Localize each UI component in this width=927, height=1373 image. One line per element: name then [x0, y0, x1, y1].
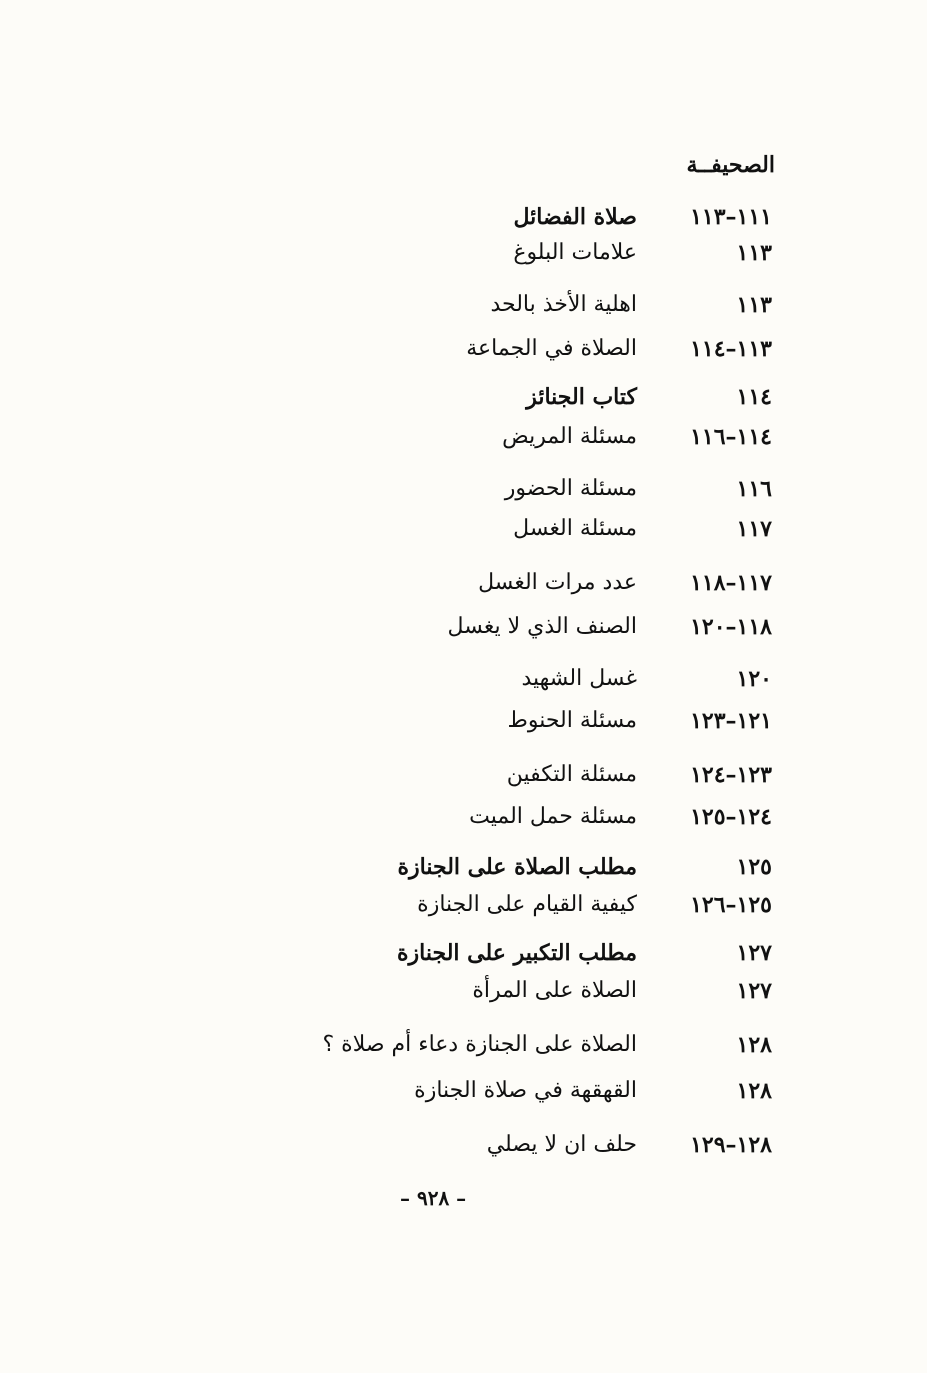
toc-entry-title: مسئلة حمل الميت [469, 804, 637, 829]
toc-entry-title: الصلاة في الجماعة [466, 336, 637, 361]
toc-entry-title: صلاة الفضائل [513, 204, 637, 230]
toc-entry-pages: ١٢٣–١٢٤ [690, 762, 772, 788]
toc-entry-title: كيفية القيام على الجنازة [417, 892, 637, 917]
toc-entry-title: مطلب التكبير على الجنازة [397, 940, 637, 966]
toc-entry-title: مسئلة التكفين [506, 762, 637, 787]
toc-entry-pages: ١٢٥–١٢٦ [690, 892, 772, 918]
toc-entry-pages: ١١٤ [736, 384, 772, 410]
toc-entry-pages: ١١٦ [736, 476, 772, 502]
toc-entry-pages: ١٢٥ [736, 854, 772, 880]
toc-entry-pages: ١٢٨–١٢٩ [690, 1132, 772, 1158]
toc-entry-pages: ١١٣–١١٤ [690, 336, 772, 362]
toc-entry-title: مسئلة الغسل [513, 516, 637, 541]
toc-entry-pages: ١٢٠ [736, 666, 772, 692]
toc-entry-title: الصلاة على الجنازة دعاء أم صلاة ؟ [322, 1032, 637, 1057]
toc-entry-pages: ١٢٧ [736, 940, 772, 966]
page-column-header: الصحيفــة [686, 152, 775, 178]
toc-entry-title: القهقهة في صلاة الجنازة [414, 1078, 637, 1103]
toc-entry-title: مسئلة المريض [502, 424, 637, 449]
toc-entry-pages: ١١٨–١٢٠ [690, 614, 772, 640]
toc-entry-title: مسئلة الحضور [504, 476, 637, 501]
toc-entry-pages: ١٢١–١٢٣ [690, 708, 772, 734]
toc-entry-pages: ١١٣ [736, 292, 772, 318]
toc-entry-pages: ١٢٧ [736, 978, 772, 1004]
toc-entry-pages: ١٢٨ [736, 1032, 772, 1058]
toc-entry-pages: ١١٤–١١٦ [690, 424, 772, 450]
toc-entry-title: علامات البلوغ [513, 240, 637, 265]
toc-entry-pages: ١١٧ [736, 516, 772, 542]
toc-entry-pages: ١٢٨ [736, 1078, 772, 1104]
toc-entry-title: حلف ان لا يصلي [486, 1132, 637, 1157]
toc-entry-title: اهلية الأخذ بالحد [490, 292, 637, 317]
page-number: – ٩٢٨ – [400, 1186, 467, 1210]
toc-entry-title: غسل الشهيد [521, 666, 637, 691]
toc-entry-title: مسئلة الحنوط [507, 708, 637, 733]
toc-entry-pages: ١١١–١١٣ [690, 204, 772, 230]
toc-entry-title: الصلاة على المرأة [472, 978, 637, 1003]
toc-entry-pages: ١١٣ [736, 240, 772, 266]
toc-entry-title: الصنف الذي لا يغسل [447, 614, 637, 639]
toc-entry-title: كتاب الجنائز [526, 384, 637, 410]
toc-entry-pages: ١٢٤–١٢٥ [690, 804, 772, 830]
toc-entry-pages: ١١٧–١١٨ [690, 570, 772, 596]
toc-entry-title: عدد مرات الغسل [478, 570, 637, 595]
toc-entry-title: مطلب الصلاة على الجنازة [397, 854, 637, 880]
